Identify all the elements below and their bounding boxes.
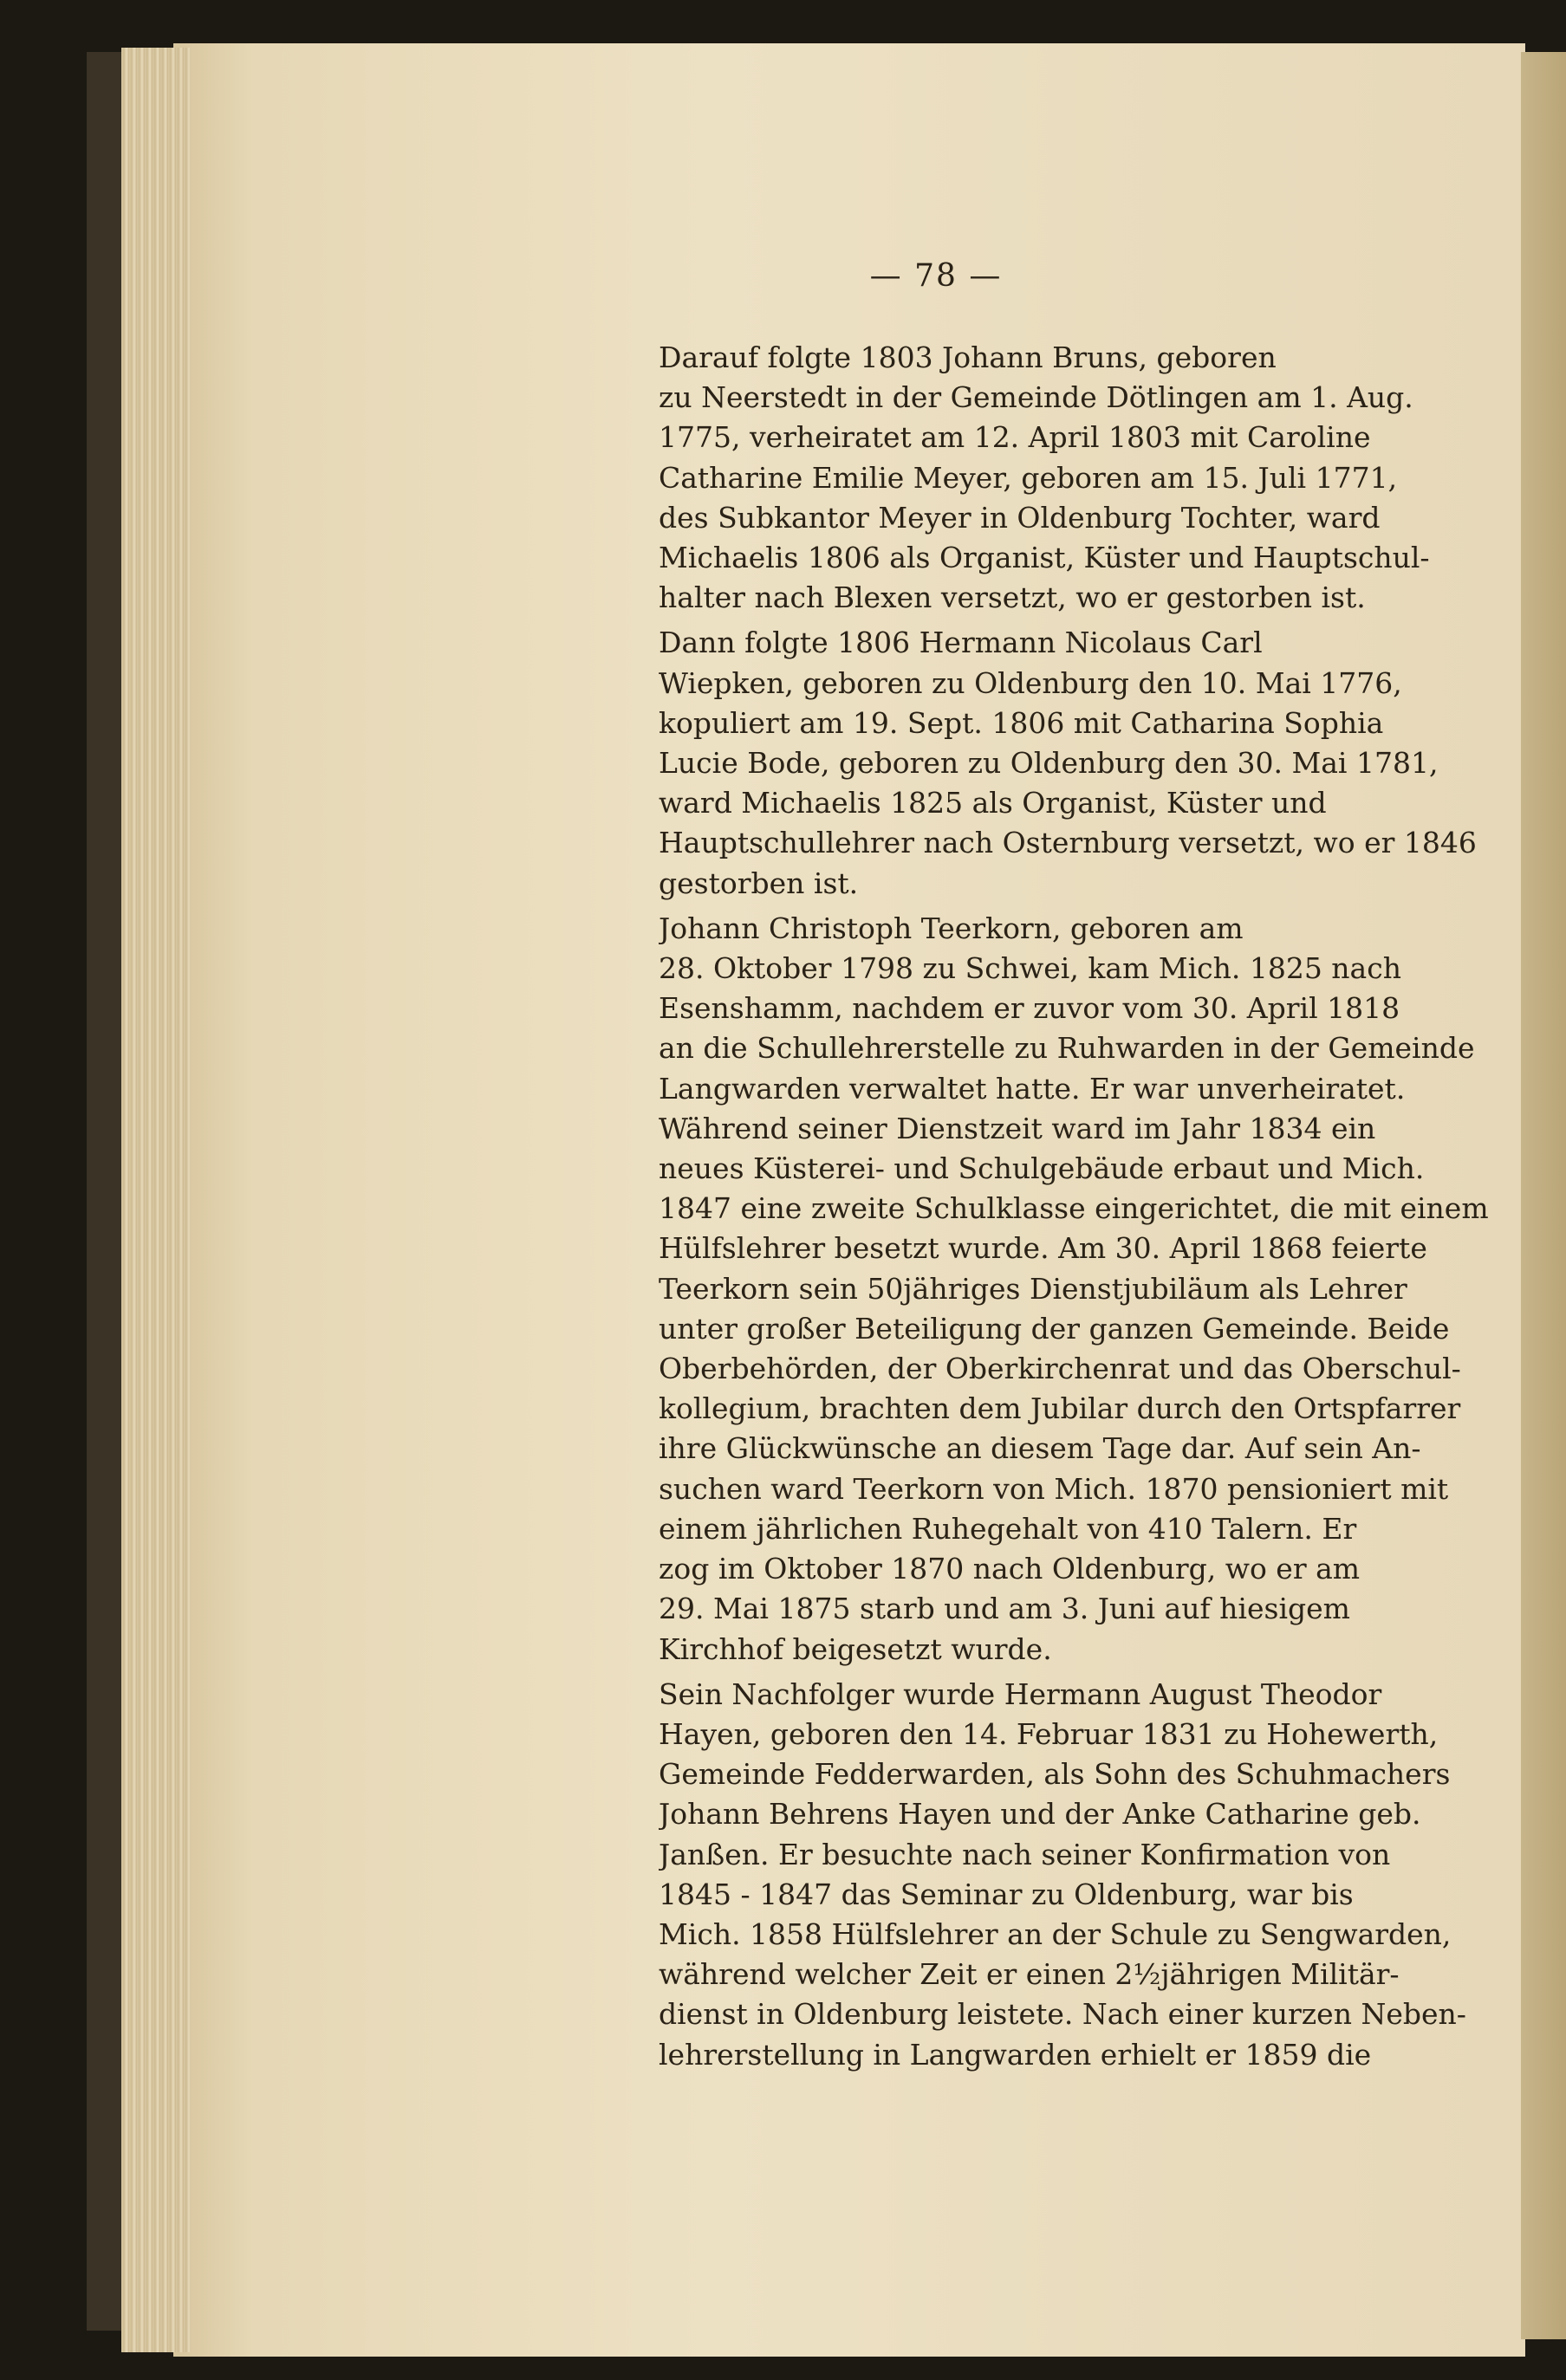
text-line: Während seiner Dienstzeit ward im Jahr 1834 ein [659, 1111, 1376, 1145]
paragraph [659, 623, 1491, 903]
text-line: Johann Behrens Hayen und der Anke Catharine geb. [659, 1797, 1421, 1832]
right-page-edge [1521, 52, 1566, 2339]
text-line: 1775, verheiratet am 12. April 1803 mit Caroline [659, 420, 1371, 455]
text-line: an die Schullehrerstelle zu Ruhwarden in der Gemeinde [659, 1031, 1475, 1066]
text-line: Janßen. Er besuchte nach seiner Konfirmation von [659, 1837, 1391, 1871]
text-line: Hauptschullehrer nach Osternburg versetzt, wo er 1846 [659, 826, 1477, 860]
paragraph [659, 1675, 1491, 2075]
text-line: Lucie Bode, geboren zu Oldenburg den 30. Mai 1781, [659, 746, 1439, 781]
text-line: kollegium, brachten dem Jubilar durch den Ortspfarrer [659, 1391, 1461, 1426]
text-line: ihre Glückwünsche an diesem Tage dar. Auf sein An- [659, 1431, 1421, 1466]
text-line: zu Neerstedt in der Gemeinde Dötlingen am 1. Aug. [659, 380, 1413, 415]
page-content [659, 251, 1491, 2331]
text-line: neues Küsterei- und Schulgebäude erbaut und Mich. [659, 1151, 1425, 1186]
text-line: einem jährlichen Ruhegehalt von 410 Talern. Er [659, 1511, 1357, 1546]
text-line: gestorben ist. [659, 866, 859, 900]
text-line: halter nach Blexen versetzt, wo er gestorben ist. [659, 580, 1366, 615]
text-line: unter großer Beteiligung der ganzen Gemeinde. Beide [659, 1311, 1450, 1346]
text-line: kopuliert am 19. Sept. 1806 mit Catharina Sophia [659, 705, 1384, 740]
text-line: lehrerstellung in Langwarden erhielt er 1859 die [659, 2037, 1372, 2072]
text-line: Darauf folgte 1803 Johann Bruns, geboren [659, 340, 1277, 374]
text-line: während welcher Zeit er einen 2½jährigen Militär- [659, 1957, 1400, 1992]
text-line: Dann folgte 1806 Hermann Nicolaus Carl [659, 626, 1263, 660]
page-stack-edges [121, 48, 191, 2352]
text-line: Wiepken, geboren zu Oldenburg den 10. Mai 1776, [659, 665, 1402, 700]
text-line: Hülfslehrer besetzt wurde. Am 30. April 1868 feierte [659, 1231, 1427, 1266]
page-number: — 78 — [869, 258, 1003, 294]
text-line: Michaelis 1806 als Organist, Küster und Hauptschul- [659, 541, 1430, 575]
text-line: Gemeinde Fedderwarden, als Sohn des Schuhmachers [659, 1757, 1451, 1792]
text-line: 29. Mai 1875 starb und am 3. Juni auf hiesigem [659, 1592, 1350, 1626]
text-line: 1845 - 1847 das Seminar zu Oldenburg, war bis [659, 1877, 1354, 1911]
text-line: Esenshamm, nachdem er zuvor vom 30. April 1818 [659, 991, 1400, 1026]
paragraph [659, 338, 1491, 618]
text-line: Langwarden verwaltet hatte. Er war unverheiratet. [659, 1071, 1406, 1106]
text-line: 1847 eine zweite Schulklasse eingerichtet, die mit einem [659, 1191, 1489, 1226]
text-line: Kirchhof beigesetzt wurde. [659, 1631, 1052, 1666]
text-line: Oberbehörden, der Oberkirchenrat und das Oberschul- [659, 1352, 1461, 1386]
text-line: zog im Oktober 1870 nach Oldenburg, wo er am [659, 1552, 1361, 1586]
text-line: Hayen, geboren den 14. Februar 1831 zu Hohewerth, [659, 1716, 1439, 1751]
text-line: dienst in Oldenburg leistete. Nach einer kurzen Neben- [659, 1997, 1466, 2032]
text-line: 28. Oktober 1798 zu Schwei, kam Mich. 1825 nach [659, 951, 1401, 986]
text-line: Teerkorn sein 50jähriges Dienstjubiläum als Lehrer [659, 1271, 1407, 1306]
text-line: des Subkantor Meyer in Oldenburg Tochter, ward [659, 500, 1381, 535]
body-text [659, 338, 1491, 2080]
text-line: ward Michaelis 1825 als Organist, Küster und [659, 786, 1327, 820]
paragraph [659, 909, 1491, 1670]
text-line: Mich. 1858 Hülfslehrer an der Schule zu Sengwarden, [659, 1916, 1452, 1951]
text-line: suchen ward Teerkorn von Mich. 1870 pensioniert mit [659, 1471, 1449, 1506]
text-line: Johann Christoph Teerkorn, geboren am [659, 911, 1244, 945]
text-line: Catharine Emilie Meyer, geboren am 15. Juli 1771, [659, 460, 1398, 495]
text-line: Sein Nachfolger wurde Hermann August Theodor [659, 1676, 1382, 1711]
